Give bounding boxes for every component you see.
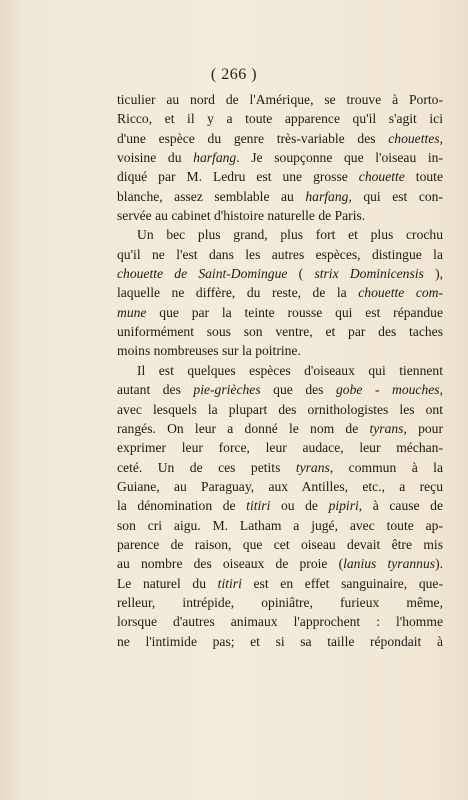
text-segment: que des	[260, 382, 336, 398]
text-line	[117, 148, 443, 167]
text-line	[117, 632, 443, 651]
text-line	[117, 283, 443, 302]
text-segment: , pour	[403, 420, 444, 436]
text-segment: lorsque d'autres animaux l'approchent : l'homme	[117, 614, 443, 630]
text-line	[117, 380, 443, 399]
text-segment: avec lesquels la plupart des ornithologistes les ont	[117, 401, 443, 417]
text-segment: au nombre des oiseaux de proie (	[117, 556, 344, 572]
text-line	[117, 245, 443, 264]
text-segment: blanche, assez semblable au	[117, 188, 306, 204]
text-segment: ,	[439, 382, 443, 398]
body-text	[117, 90, 443, 651]
text-segment: exprimer leur force, leur audace, leur méchan-	[117, 440, 443, 456]
italic-text: chouette	[358, 169, 405, 185]
text-line	[117, 167, 443, 186]
text-segment: qu'il ne l'est dans les autres espèces, distingue la	[117, 246, 443, 262]
italic-text: mune	[117, 304, 147, 320]
text-line	[117, 419, 443, 438]
text-line	[117, 438, 443, 457]
italic-text: lanius tyrannus	[343, 556, 436, 572]
italic-text: pie-grièches	[193, 382, 261, 398]
text-segment: diqué par M. Ledru est une grosse	[117, 169, 359, 185]
italic-text: pipiri	[328, 498, 359, 514]
text-segment: ticulier au nord de l'Amérique, se trouve à Porto-	[117, 92, 443, 107]
text-line	[117, 264, 443, 283]
text-segment: voisine du	[117, 150, 194, 166]
text-segment: Un bec plus grand, plus fort et plus crochu	[137, 227, 443, 243]
text-segment: Guiane, au Paraguay, aux Antilles, etc., a reçu	[117, 478, 443, 494]
text-line	[117, 90, 443, 109]
text-segment: , commun à la	[329, 459, 443, 475]
text-segment: (	[287, 266, 315, 282]
text-line	[117, 187, 443, 206]
italic-text: gobe - mouches	[335, 382, 440, 398]
text-segment: , qui est con-	[348, 188, 443, 204]
italic-text: harfang	[305, 188, 349, 204]
italic-text: chouette de Saint-Domingue	[117, 266, 288, 282]
text-segment: Le naturel du	[117, 575, 218, 591]
text-line	[117, 612, 443, 631]
text-line	[117, 109, 443, 128]
italic-text: titiri	[246, 498, 271, 514]
text-segment: rangés. On leur a donné le nom de	[117, 420, 370, 436]
italic-text: tyrans	[295, 459, 330, 475]
text-line	[117, 206, 443, 225]
italic-text: strix Dominicensis	[314, 266, 424, 282]
text-segment: uniformément sous son ventre, et par des taches	[117, 324, 443, 340]
text-line	[117, 554, 443, 573]
text-segment: ,	[439, 130, 443, 146]
text-segment: ou de	[270, 498, 329, 514]
text-segment: . Je soupçonne que l'oiseau in-	[236, 150, 443, 166]
text-line	[117, 322, 443, 341]
text-line	[117, 129, 443, 148]
text-line	[117, 400, 443, 419]
text-segment: Ricco, et il y a toute apparence qu'il s'agit ici	[117, 111, 443, 127]
italic-text: tyrans	[369, 420, 404, 436]
text-line	[117, 361, 443, 380]
text-line	[117, 593, 443, 612]
text-line	[117, 225, 443, 244]
text-segment: moins nombreuses sur la poitrine.	[117, 343, 301, 359]
text-segment: la dénomination de	[117, 498, 247, 514]
text-segment: d'une espèce du genre très-variable des	[117, 130, 389, 146]
page-number: ( 266 )	[210, 66, 258, 83]
text-segment: parence de raison, que cet oiseau devait être mis	[117, 536, 443, 552]
text-segment: ceté. Un de ces petits	[117, 459, 296, 475]
text-line	[117, 458, 443, 477]
italic-text: chouettes	[388, 130, 440, 146]
italic-text: titiri	[217, 575, 242, 591]
text-segment: toute	[404, 169, 443, 185]
text-segment: autant des	[117, 382, 194, 398]
italic-text: harfang	[193, 150, 237, 166]
text-segment: servée au cabinet d'histoire naturelle de Paris.	[117, 208, 366, 224]
text-segment: ne l'intimide pas; et si sa taille répondait à	[117, 633, 443, 649]
text-line	[117, 303, 443, 322]
text-line	[117, 477, 443, 496]
text-line	[117, 574, 443, 593]
text-segment: relleur, intrépide, opiniâtre, furieux même,	[117, 594, 443, 610]
text-segment: son cri aigu. M. Latham a jugé, avec toute ap-	[117, 517, 443, 533]
text-line	[117, 496, 443, 515]
text-line	[117, 535, 443, 554]
text-segment: laquelle ne diffère, du reste, de la	[117, 285, 359, 301]
text-line	[117, 516, 443, 535]
text-line	[117, 341, 443, 360]
text-segment: ).	[435, 556, 443, 572]
text-segment: , à cause de	[358, 498, 443, 514]
text-segment: est en effet sanguinaire, que-	[241, 575, 443, 591]
text-segment: ),	[423, 266, 443, 282]
italic-text: chouette com-	[358, 285, 444, 301]
text-segment: que par la teinte rousse qui est répandue	[146, 304, 443, 320]
text-segment: Il est quelques espèces d'oiseaux qui tiennent	[137, 362, 443, 378]
